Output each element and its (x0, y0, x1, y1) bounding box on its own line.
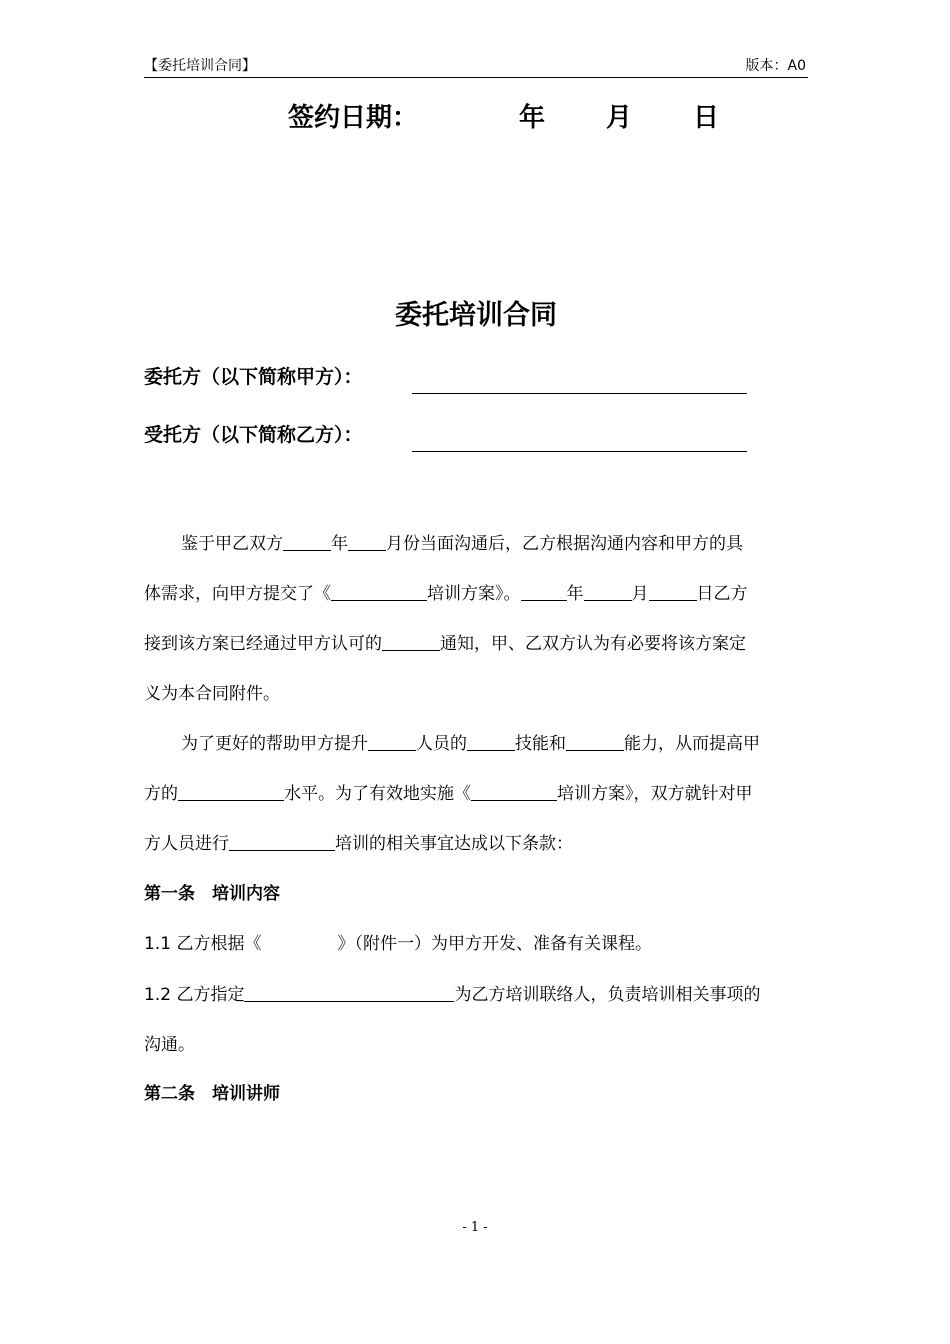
blank-day[interactable] (649, 582, 697, 601)
text: 通知，甲、乙双方认为有必要将该方案定 (440, 634, 746, 654)
sign-date-year: 年 (519, 103, 546, 133)
text: 1.2 乙方指定 (144, 985, 245, 1005)
header-divider (144, 77, 808, 78)
para2-line1 (144, 731, 814, 757)
text: 接到该方案已经通过甲方认可的 (144, 634, 382, 654)
para1-line3 (144, 631, 814, 657)
text: 为了更好的帮助甲方提升 (181, 734, 368, 754)
text: 培训方案》，双方就针对甲 (557, 784, 753, 804)
client-party-field[interactable] (412, 393, 747, 394)
article2-heading: 第二条 培训讲师 (144, 1084, 280, 1104)
blank-staff[interactable] (368, 732, 416, 751)
text: 方人员进行 (144, 834, 229, 854)
header-version: 版本：A0 (745, 58, 806, 74)
text: 技能和 (515, 734, 566, 754)
text: 鉴于甲乙双方 (181, 534, 283, 554)
text: 1.1 乙方根据《 (144, 934, 262, 954)
article1-heading: 第一条 培训内容 (144, 884, 280, 904)
para2-line3 (144, 831, 814, 857)
blank-year[interactable] (283, 532, 331, 551)
blank-training-type[interactable] (229, 832, 335, 851)
para1-line2 (144, 581, 814, 607)
para2-line2 (144, 781, 814, 807)
page-number: - 1 - (462, 1220, 488, 1235)
sign-date-month: 月 (606, 103, 633, 133)
contract-title: 委托培训合同 (395, 300, 557, 331)
text: 方的 (144, 784, 178, 804)
blank-contact-person[interactable] (244, 983, 454, 1002)
blank-month[interactable] (348, 532, 386, 551)
sign-date-label: 签约日期： (288, 103, 419, 133)
trainer-party-field[interactable] (412, 451, 747, 452)
blank-plan-name[interactable] (331, 582, 427, 601)
article1-item2-cont: 沟通。 (144, 1035, 195, 1055)
text: 月 (631, 584, 649, 604)
trainer-party-label: 受托方（以下简称乙方）： (144, 424, 363, 446)
blank-ability[interactable] (566, 732, 624, 751)
text: 年 (331, 534, 348, 554)
text: 》（附件一）为甲方开发、准备有关课程。 (337, 934, 652, 954)
text: 水平。为了有效地实施《 (284, 784, 471, 804)
text: 体需求，向甲方提交了《 (144, 584, 331, 604)
text: 为乙方培训联络人，负责培训相关事项的 (454, 985, 761, 1005)
text: 日乙方 (696, 584, 748, 604)
article1-item1 (144, 931, 814, 957)
text: 人员的 (416, 734, 467, 754)
blank-notice[interactable] (382, 632, 440, 651)
text: 月份当面沟通后，乙方根据沟通内容和甲方的具 (386, 534, 743, 554)
blank-skill[interactable] (467, 732, 515, 751)
header-doc-title: 【委托培训合同】 (144, 58, 256, 74)
text: 培训方案》。 (427, 584, 521, 604)
para1-line1 (144, 531, 814, 557)
text: 年 (566, 584, 584, 604)
sign-date-day: 日 (693, 103, 720, 133)
text: 培训的相关事宜达成以下条款： (335, 834, 573, 854)
blank-plan-name[interactable] (471, 782, 557, 801)
blank-year[interactable] (521, 582, 567, 601)
client-party-label: 委托方（以下简称甲方）： (144, 366, 363, 388)
article1-item2 (144, 982, 814, 1008)
blank-level[interactable] (178, 782, 284, 801)
sign-date-row (144, 98, 808, 138)
para1-line4: 义为本合同附件。 (144, 684, 280, 704)
text: 能力，从而提高甲 (624, 734, 760, 754)
blank-month[interactable] (584, 582, 632, 601)
